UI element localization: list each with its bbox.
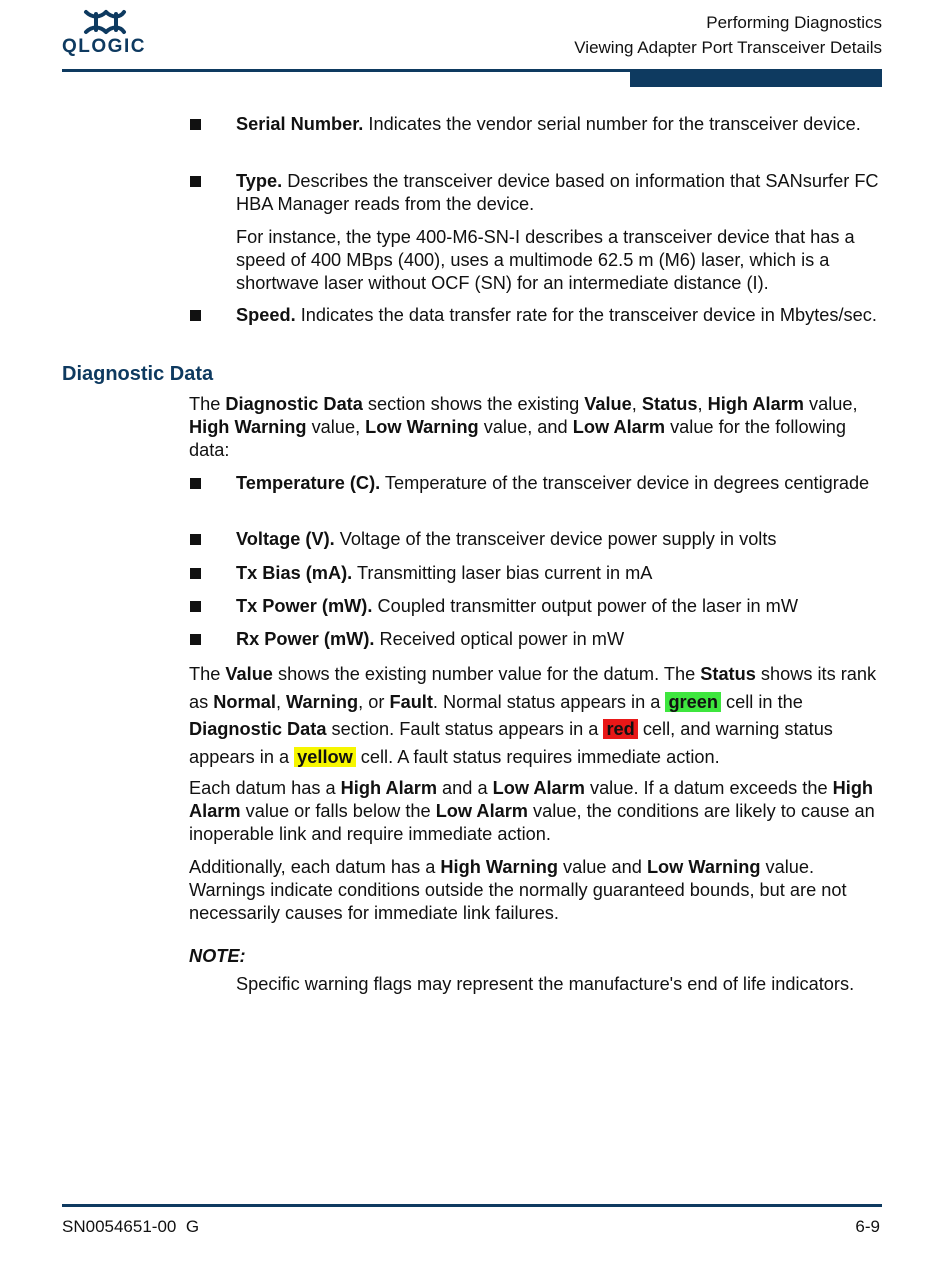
bold-run: High Warning xyxy=(189,417,307,437)
text-run: value for the following data: xyxy=(189,417,846,460)
list-item-desc: Coupled transmitter output power of the laser in mW xyxy=(372,596,798,616)
running-header xyxy=(574,10,882,60)
list-item-term: Serial Number. xyxy=(236,114,364,134)
list-item-text xyxy=(236,472,886,495)
text-run: cell in the xyxy=(720,691,803,712)
list-item-desc: Indicates the vendor serial number for the transceiver device. xyxy=(363,114,861,134)
bold-run: Low Alarm xyxy=(492,778,585,798)
list-item-desc: Temperature of the transceiver device in degrees centigrade xyxy=(380,473,870,493)
text-run: , xyxy=(631,394,642,414)
list-item-desc: Describes the transceiver device based on information that SANsurfer FC HBA Manager reads from the device. xyxy=(236,171,879,214)
text-run: , xyxy=(275,691,287,712)
text-run: value, xyxy=(306,417,366,437)
list-item-text xyxy=(236,628,886,651)
bullet-square-icon xyxy=(190,568,201,579)
list-item-text xyxy=(236,304,886,327)
text-run: cell. A fault status requires immediate action. xyxy=(355,746,720,767)
section-title-header: Viewing Adapter Port Transceiver Details xyxy=(574,38,882,57)
text-run: value. Warnings indicate conditions outside the normally guaranteed bounds, but are not necessarily causes for immediate link failures. xyxy=(189,857,847,923)
bold-run: High Alarm xyxy=(707,394,804,414)
list-item-desc: Transmitting laser bias current in mA xyxy=(352,563,653,583)
bold-run: Low Alarm xyxy=(572,417,666,437)
bullet-square-icon xyxy=(190,601,201,612)
list-item-term: Temperature (C). xyxy=(236,473,381,493)
list-item-text xyxy=(236,170,886,216)
text-run: The xyxy=(189,394,226,414)
bullet-square-icon xyxy=(190,310,201,321)
list-item-term: Speed. xyxy=(236,305,296,325)
text-run: Additionally, each datum has a xyxy=(189,857,441,877)
text-run: value, and xyxy=(478,417,573,437)
bullet-square-icon xyxy=(190,634,201,645)
logo-wordmark: QLOGIC xyxy=(62,36,146,57)
bold-run: Fault xyxy=(389,691,433,712)
text-run: The xyxy=(189,664,226,684)
yellow-status-swatch: yellow xyxy=(294,747,356,767)
bullet-square-icon xyxy=(190,119,201,130)
bold-run: Status xyxy=(641,394,698,414)
bold-run: Diagnostic Data xyxy=(189,719,327,739)
text-run: value and xyxy=(557,857,647,877)
document-id: SN0054651-00 G xyxy=(62,1217,200,1236)
bold-run: Low Warning xyxy=(646,857,761,877)
red-status-swatch: red xyxy=(603,719,637,739)
list-item-text xyxy=(236,562,886,585)
bold-run: Normal xyxy=(213,691,276,712)
text-run: cell, and warning status appears in a xyxy=(189,719,833,767)
chapter-title: Performing Diagnostics xyxy=(706,13,882,32)
bullet-square-icon xyxy=(190,176,201,187)
list-item-text xyxy=(236,595,886,618)
bullet-square-icon xyxy=(190,534,201,545)
bold-run: High Alarm xyxy=(189,778,874,821)
intro-paragraph xyxy=(189,393,889,462)
text-run: value or falls below the xyxy=(240,801,436,821)
note-text: Specific warning flags may represent the manufacture's end of life indicators. xyxy=(236,974,855,994)
text-run: , xyxy=(697,394,708,414)
text-run: . Normal status appears in a xyxy=(432,691,666,712)
list-item-term: Voltage (V). xyxy=(236,529,335,549)
list-item-text xyxy=(236,113,886,136)
list-item-term: Rx Power (mW). xyxy=(236,629,375,649)
bold-run: Value xyxy=(584,394,632,414)
type-example-paragraph: For instance, the type 400-M6-SN-I describes a transceiver device that has a speed of 400 MBps (400), uses a multimode 62.5 m (M6) laser, which is a shortwave laser without OCF (SN) for an intermediate distance (I). xyxy=(236,227,855,293)
bullet-square-icon xyxy=(190,478,201,489)
list-item-term: Type. xyxy=(236,171,283,191)
text-run: value. If a datum exceeds the xyxy=(584,778,833,798)
bold-run: Low Warning xyxy=(365,417,479,437)
bold-run: Diagnostic Data xyxy=(225,394,363,414)
list-item-text xyxy=(236,528,886,551)
list-item-desc: Received optical power in mW xyxy=(374,629,625,649)
note-label: NOTE: xyxy=(189,946,246,966)
text-run: shows its rank as xyxy=(189,664,877,712)
text-run: , or xyxy=(358,691,390,712)
text-run: value, the conditions are likely to cause an inoperable link and require immediate action. xyxy=(189,801,875,844)
list-item-term: Tx Power (mW). xyxy=(236,596,373,616)
footer-rule xyxy=(62,1204,882,1207)
bold-run: Status xyxy=(700,664,756,684)
status-paragraph xyxy=(189,661,889,771)
text-run: shows the existing number value for the datum. The xyxy=(272,664,701,684)
text-run: section shows the existing xyxy=(362,394,585,414)
text-run: section. Fault status appears in a xyxy=(326,719,604,739)
list-item-desc: Voltage of the transceiver device power supply in volts xyxy=(334,529,777,549)
bold-run: Low Alarm xyxy=(435,801,528,821)
header-rule-block xyxy=(630,72,882,87)
text-run: and a xyxy=(437,778,493,798)
text-run: Each datum has a xyxy=(189,778,341,798)
alarm-paragraph xyxy=(189,777,889,846)
page-number: 6-9 xyxy=(855,1217,880,1236)
warning-paragraph xyxy=(189,856,889,925)
bold-run: Value xyxy=(225,664,273,684)
list-item-term: Tx Bias (mA). xyxy=(236,563,353,583)
bold-run: High Warning xyxy=(440,857,558,877)
section-heading: Diagnostic Data xyxy=(62,363,214,385)
green-status-swatch: green xyxy=(665,692,721,712)
text-run: value, xyxy=(803,394,858,414)
bold-run: Warning xyxy=(286,691,359,712)
bold-run: High Alarm xyxy=(340,778,437,798)
list-item-desc: Indicates the data transfer rate for the transceiver device in Mbytes/sec. xyxy=(295,305,877,325)
